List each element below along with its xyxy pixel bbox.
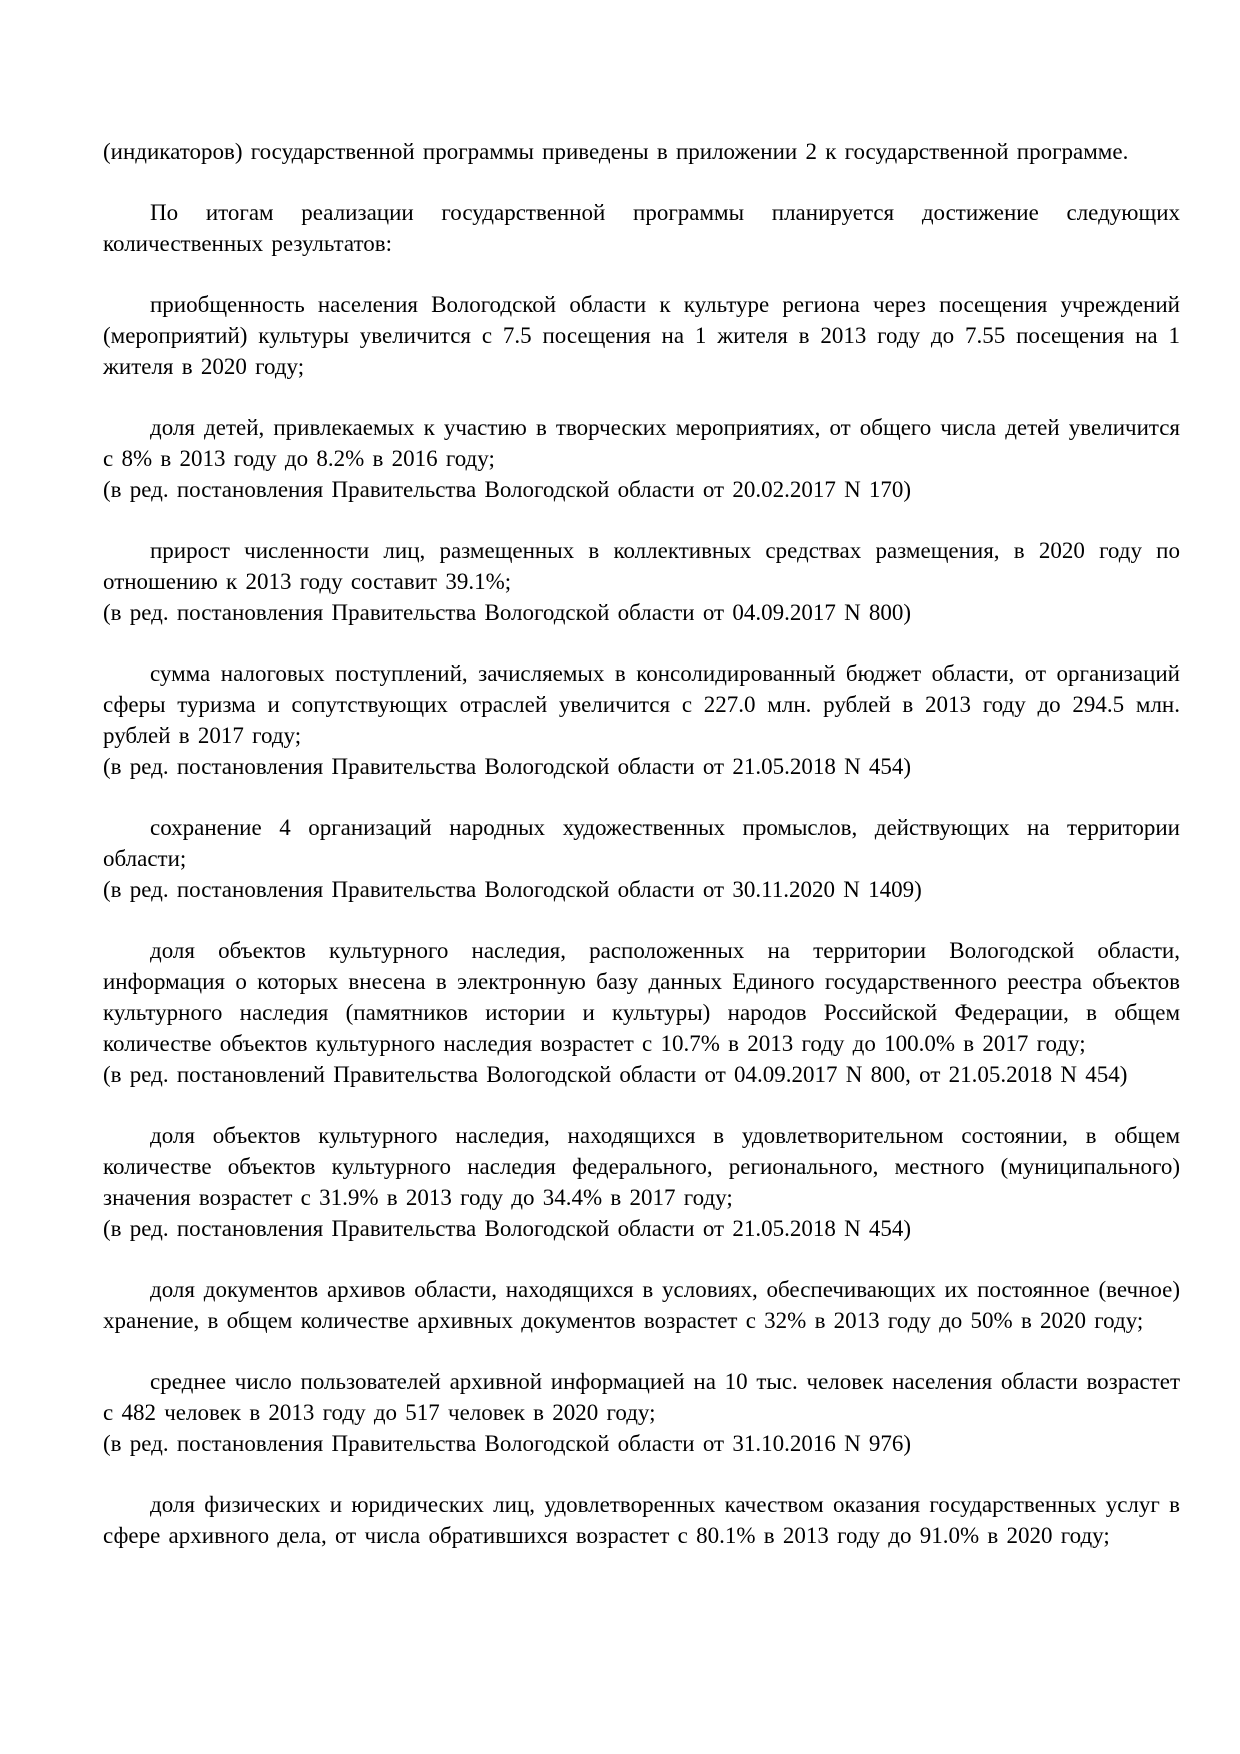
amendment-note: (в ред. постановления Правительства Вологодской области от 04.09.2017 N 800) [103, 600, 912, 625]
paragraph-block [103, 935, 1180, 1090]
amendment-note: (в ред. постановления Правительства Вологодской области от 31.10.2016 N 976) [103, 1431, 912, 1456]
paragraph-block [103, 535, 1180, 628]
amendment-note: (в ред. постановления Правительства Вологодской области от 21.05.2018 N 454) [103, 1216, 912, 1241]
document-content [103, 136, 1180, 1551]
paragraph-text: доля документов архивов области, находящихся в условиях, обеспечивающих их постоянное (вечное) хранение, в общем количестве архивных документов возрастет с 32% в 2013 году до 50% в 2020 году; [103, 1277, 1180, 1333]
paragraph-text: сохранение 4 организаций народных художественных промыслов, действующих на территории области; [103, 815, 1180, 871]
paragraph-text: доля объектов культурного наследия, расположенных на территории Вологодской области, информация о которых внесена в электронную базу данных Единого государственного реестра объектов культурного наследия (памятников истории и культуры) народов Российской Федерации, в общем количестве объектов культурного наследия возрастет с 10.7% в 2013 году до 100.0% в 2017 году; [103, 938, 1180, 1056]
paragraph-text: приобщенность населения Вологодской области к культуре региона через посещения учреждений (мероприятий) культуры увеличится с 7.5 посещения на 1 жителя в 2013 году до 7.55 посещения на 1 жителя в 2020 году; [103, 292, 1180, 379]
paragraph-text: прирост численности лиц, размещенных в коллективных средствах размещения, в 2020 году по отношению к 2013 году составит 39.1%; [103, 538, 1180, 594]
amendment-note: (в ред. постановления Правительства Вологодской области от 20.02.2017 N 170) [103, 477, 912, 502]
paragraph-text: По итогам реализации государственной программы планируется достижение следующих количественных результатов: [103, 200, 1180, 256]
paragraph-block [103, 658, 1180, 782]
paragraph-block [103, 1120, 1180, 1244]
paragraph-block [103, 136, 1180, 167]
paragraph-text: доля объектов культурного наследия, находящихся в удовлетворительном состоянии, в общем количестве объектов культурного наследия федерального, регионального, местного (муниципального) значения возрастет с 31.9% в 2013 году до 34.4% в 2017 году; [103, 1123, 1180, 1210]
paragraph-text: доля детей, привлекаемых к участию в творческих мероприятиях, от общего числа детей увеличится с 8% в 2013 году до 8.2% в 2016 году; [103, 415, 1180, 471]
paragraph-text: сумма налоговых поступлений, зачисляемых в консолидированный бюджет области, от организаций сферы туризма и сопутствующих отраслей увеличится с 227.0 млн. рублей в 2013 году до 294.5 млн. рублей в 2017 году; [103, 661, 1180, 748]
paragraph-block [103, 1274, 1180, 1336]
paragraph-block [103, 1366, 1180, 1459]
paragraph-text: (индикаторов) государственной программы приведены в приложении 2 к государственной программе. [103, 139, 1129, 164]
paragraph-block [103, 412, 1180, 505]
paragraph-block [103, 1489, 1180, 1551]
paragraph-text: среднее число пользователей архивной информацией на 10 тыс. человек населения области возрастет с 482 человек в 2013 году до 517 человек в 2020 году; [103, 1369, 1180, 1425]
amendment-note: (в ред. постановления Правительства Вологодской области от 30.11.2020 N 1409) [103, 877, 922, 902]
paragraph-block [103, 289, 1180, 382]
amendment-note: (в ред. постановлений Правительства Вологодской области от 04.09.2017 N 800, от 21.05.2018 N 454) [103, 1062, 1128, 1087]
paragraph-text: доля физических и юридических лиц, удовлетворенных качеством оказания государственных услуг в сфере архивного дела, от числа обратившихся возрастет с 80.1% в 2013 году до 91.0% в 2020 году; [103, 1492, 1180, 1548]
paragraph-block [103, 812, 1180, 905]
paragraph-block [103, 197, 1180, 259]
amendment-note: (в ред. постановления Правительства Вологодской области от 21.05.2018 N 454) [103, 754, 912, 779]
